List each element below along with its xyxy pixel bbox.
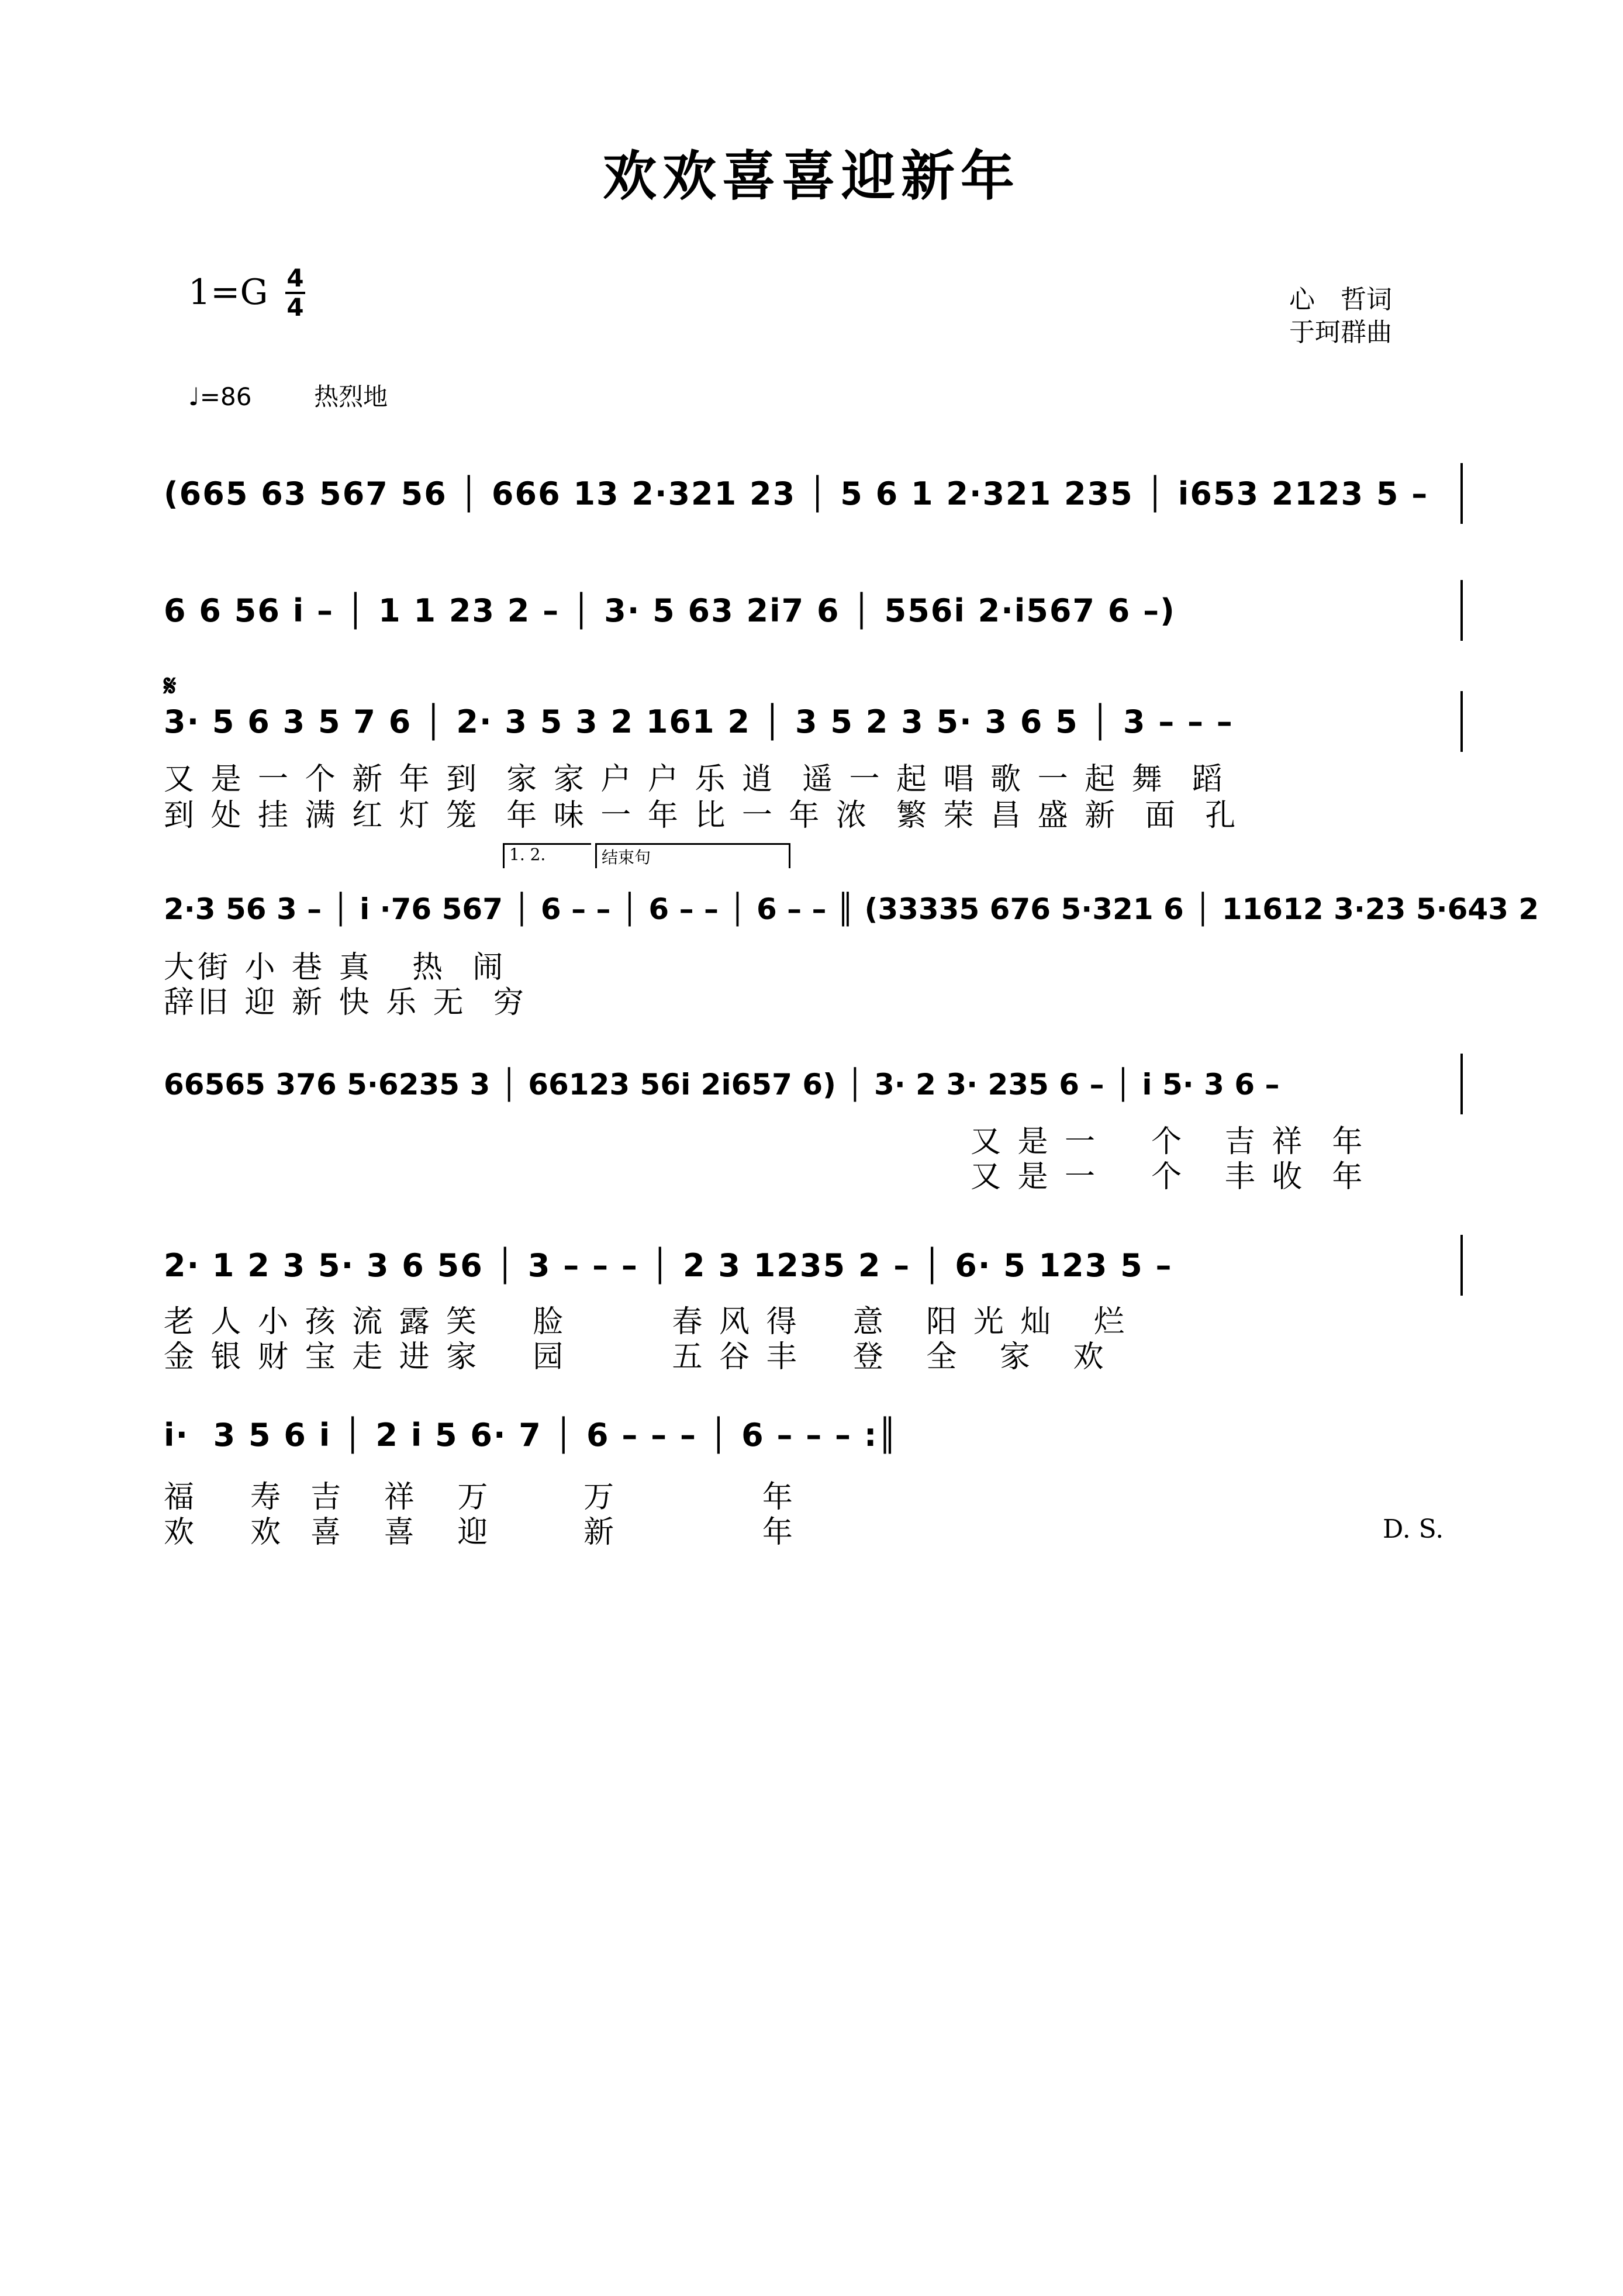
song-title: 欢欢喜喜迎新年 — [602, 145, 1020, 208]
tempo-marking — [188, 378, 388, 413]
barline — [1460, 1235, 1463, 1296]
lyric-line: 到 处 挂 满 红 灯 笼 年 味 一 年 比 一 年 浓 繁 荣 昌 盛 新 面 孔 — [164, 798, 1239, 833]
barline — [1460, 463, 1463, 524]
key-signature: 1=G — [188, 272, 268, 313]
staff-2 — [164, 585, 1473, 637]
lyric-line: 金 银 财 宝 走 进 家 园 五 谷 丰 登 全 家 欢 — [164, 1339, 1107, 1375]
lyric-line: 辞旧 迎 新 快 乐 无 穷 — [164, 985, 527, 1020]
staff-1 — [164, 468, 1473, 520]
time-bottom: 4 — [286, 293, 304, 322]
staff-notes: 3· 5 6 3 5 7 6 │ 2· 3 5 3 2 161 2 │ 3 5 2 3 5· 3 6 5 │ 3 – – – — [164, 703, 1234, 740]
tempo-expression: 热烈地 — [314, 382, 388, 411]
first-ending-bracket: 1. 2. — [503, 843, 591, 868]
staff-5 — [164, 1058, 1473, 1111]
tempo-bpm: ♩=86 — [188, 382, 252, 411]
time-signature — [285, 266, 305, 320]
barline — [1460, 691, 1463, 752]
staff-7 — [164, 1409, 1473, 1462]
lyricist: 心 哲词 — [1289, 285, 1392, 315]
lyric-line: 欢 欢 喜 喜 迎 新 年 — [164, 1515, 796, 1550]
staff-notes: 66565 376 5·6235 3 │ 66123 56i 2i657 6) │ 3· 2 3· 235 6 – │ i 5· 3 6 – — [164, 1068, 1280, 1102]
lyric-line: 又 是 一 个 吉 祥 年 — [971, 1124, 1366, 1159]
composer: 于珂群曲 — [1289, 317, 1392, 347]
time-top: 4 — [286, 264, 304, 292]
barline — [1460, 580, 1463, 641]
staff-notes: i· 3 5 6 i │ 2 i 5 6· 7 │ 6 – – – │ 6 – – – :║ — [164, 1417, 898, 1453]
lyric-line: 大街 小 巷 真 热 闹 — [164, 950, 507, 985]
dal-segno-mark: D. S. — [1383, 1514, 1444, 1544]
staff-6 — [164, 1240, 1473, 1292]
credits — [1289, 284, 1392, 349]
staff-notes: (665 63 567 56 │ 666 13 2·321 23 │ 5 6 1 2·321 235 │ i653 2123 5 – — [164, 475, 1429, 512]
staff-4 — [164, 883, 1539, 935]
final-ending-bracket: 结束句 — [595, 843, 790, 868]
lyric-line: 又 是 一 个 新 年 到 家 家 户 户 乐 逍 遥 一 起 唱 歌 一 起 舞 蹈 — [164, 762, 1226, 797]
lyric-line: 福 寿 吉 祥 万 万 年 — [164, 1480, 796, 1515]
staff-notes: 2· 1 2 3 5· 3 6 56 │ 3 – – – │ 2 3 1235 2 – │ 6· 5 123 5 – — [164, 1247, 1173, 1284]
barline — [1460, 1054, 1463, 1114]
segno-sign: 𝄋 — [164, 669, 177, 703]
staff-3 — [164, 696, 1473, 748]
lyric-line: 老 人 小 孩 流 露 笑 脸 春 风 得 意 阳 光 灿 烂 — [164, 1304, 1128, 1339]
lyric-line: 又 是 一 个 丰 收 年 — [971, 1159, 1366, 1194]
staff-notes: 2·3 56 3 – │ i ·76 567 │ 6 – – │ 6 – – │ 6 – – ║ (33335 676 5·321 6 │ 11612 3·23 5·643 2 — [164, 892, 1539, 926]
staff-notes: 6 6 56 i – │ 1 1 23 2 – │ 3· 5 63 2i7 6 │ 556i 2·i567 6 –) — [164, 592, 1176, 629]
